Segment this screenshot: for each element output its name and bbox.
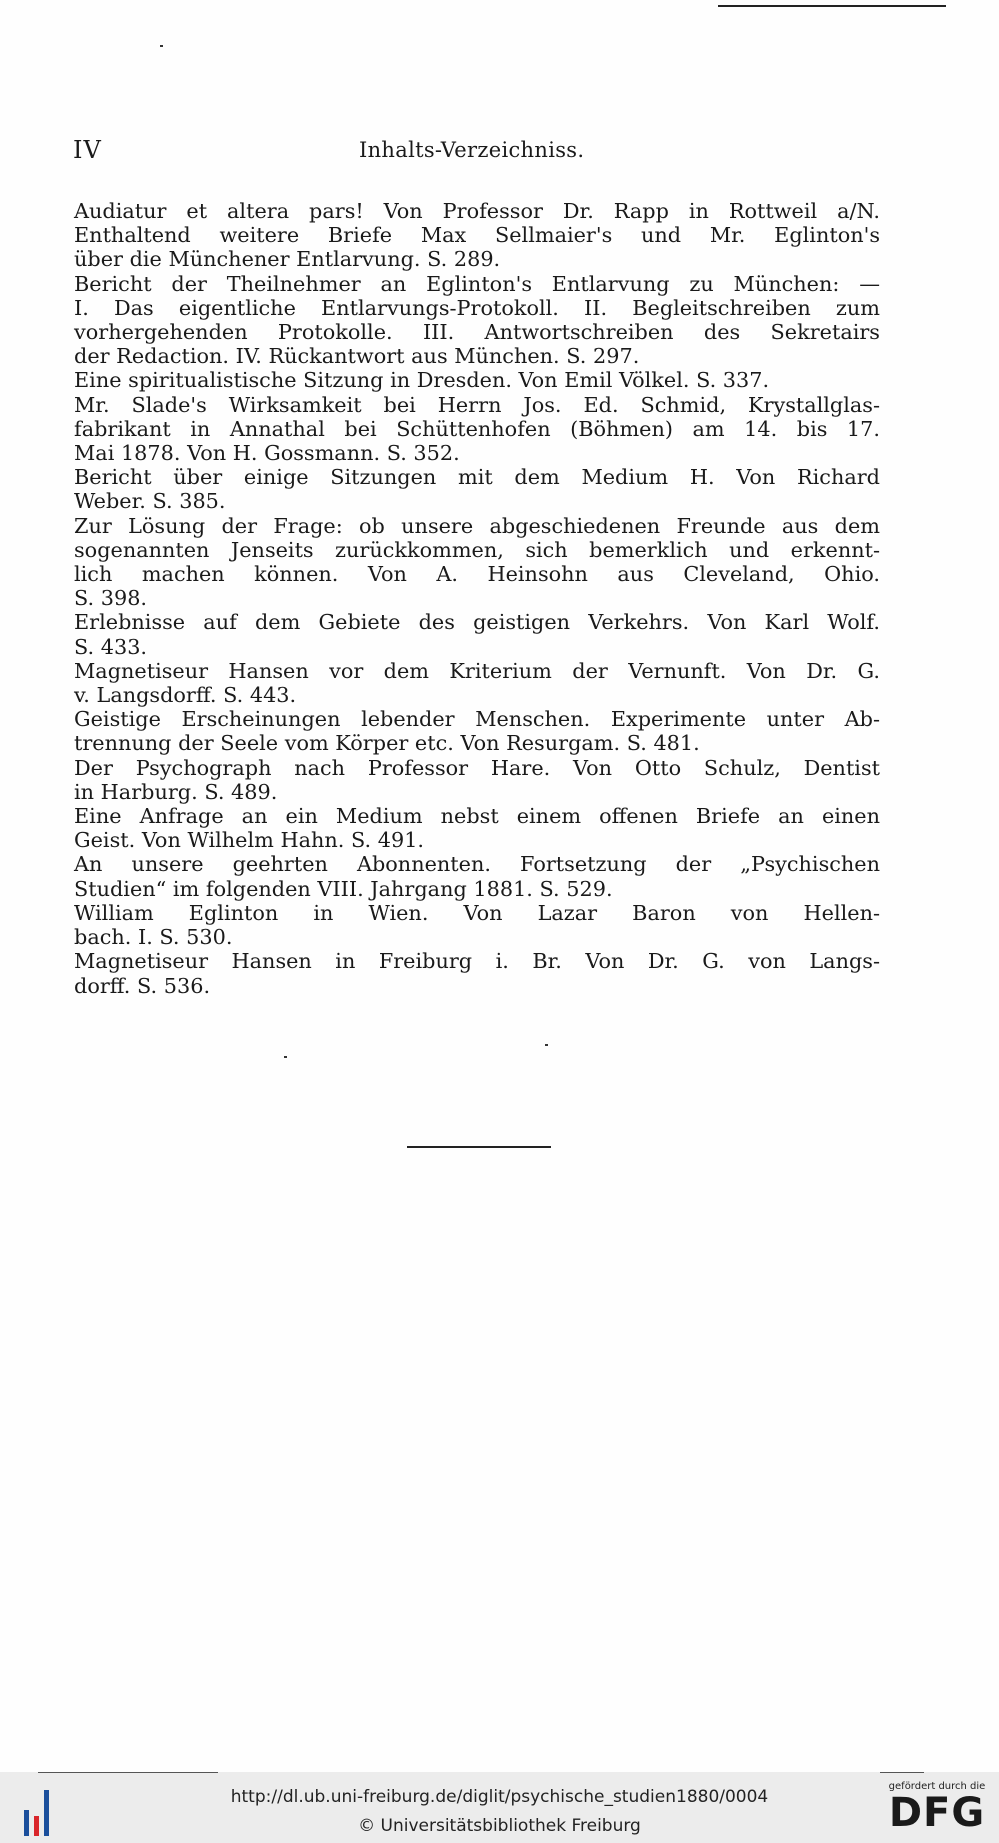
toc-line: Eine spiritualistische Sitzung in Dresden. Von Emil Völkel. S. 337. [74,368,770,393]
toc-entry [74,659,880,707]
toc-line: Magnetiseur Hansen in Freiburg i. Br. Von Dr. G. von Langs- [74,949,880,974]
toc-entry [74,756,880,804]
toc-line: I. Das eigentliche Entlarvungs-Protokoll. II. Begleitschreiben zum [74,295,880,320]
toc-entry [74,901,880,949]
toc-line: Bericht über einige Sitzungen mit dem Medium H. Von Richard [74,465,880,490]
toc-line: Mr. Slade's Wirksamkeit bei Herrn Jos. Ed. Schmid, Krystallglas- [74,392,880,417]
toc-line: S. 433. [74,634,148,659]
toc-line: S. 398. [74,586,148,611]
toc-line: lich machen können. Von A. Heinsohn aus Cleveland, Ohio. [74,562,880,587]
toc-entry [74,852,880,900]
toc-line: v. Langsdorff. S. 443. [74,683,297,708]
toc-line: Mai 1878. Von H. Gossmann. S. 352. [74,441,460,466]
toc-line: Studien“ im folgenden VIII. Jahrgang 1881. S. 529. [74,876,613,901]
scan-speck [160,45,163,47]
toc-line: sogenannten Jenseits zurückkommen, sich bemerklich und erkennt- [74,537,880,562]
toc-line: in Harburg. S. 489. [74,779,278,804]
toc-line: dorff. S. 536. [74,973,211,998]
dfg-logo[interactable]: DFG [888,1790,986,1836]
toc-line: trennung der Seele vom Körper etc. Von Resurgam. S. 481. [74,731,700,756]
toc-line: Magnetiseur Hansen vor dem Kriterium der Vernunft. Von Dr. G. [74,658,880,683]
toc-entry [74,610,880,658]
running-head: Inhalts-Verzeichniss. [359,138,585,162]
toc-entry [74,272,880,369]
toc-line: Geistige Erscheinungen lebender Menschen. Experimente unter Ab- [74,707,880,732]
toc-line: Zur Lösung der Frage: ob unsere abgeschiedenen Freunde aus dem [74,513,880,538]
toc-entry [74,393,880,466]
toc-line: Der Psychograph nach Professor Hare. Von Otto Schulz, Dentist [74,755,880,780]
funder-caption: gefördert durch die [888,1781,986,1792]
toc-entry [74,514,880,611]
toc-entry [74,707,880,755]
toc-line: fabrikant in Annathal bei Schüttenhofen (Böhmen) am 14. bis 17. [74,416,880,441]
toc-line: über die Münchener Entlarvung. S. 289. [74,247,501,272]
toc-entry [74,368,880,392]
scan-speck [545,1044,548,1046]
toc-line: bach. I. S. 530. [74,925,233,950]
footer-divider [38,1772,218,1773]
toc-line: An unsere geehrten Abonnenten. Fortsetzung der „Psychischen [74,852,880,877]
toc-line: William Eglinton in Wien. Von Lazar Baron von Hellen- [74,900,880,925]
toc-line: vorhergehenden Protokolle. III. Antwortschreiben des Sekretairs [74,320,880,345]
toc-line: Erlebnisse auf dem Gebiete des geistigen Verkehrs. Von Karl Wolf. [74,610,880,635]
table-of-contents [74,199,880,998]
toc-line: Geist. Von Wilhelm Hahn. S. 491. [74,828,425,853]
page-number: IV [73,136,102,164]
toc-line: Eine Anfrage an ein Medium nebst einem offenen Briefe an einen [74,804,880,829]
toc-entry [74,199,880,272]
top-rule [718,5,946,7]
toc-entry [74,465,880,513]
footer-divider [880,1772,924,1773]
permalink-url[interactable]: http://dl.ub.uni-freiburg.de/diglit/psychische_studien1880/0004 [230,1787,769,1807]
viewer-footer [0,1772,999,1843]
scan-speck [284,1056,287,1058]
toc-line: Enthaltend weitere Briefe Max Sellmaier's und Mr. Eglinton's [74,223,880,248]
toc-line: der Redaction. IV. Rückantwort aus München. S. 297. [74,344,640,369]
toc-entry [74,949,880,997]
toc-entry [74,804,880,852]
toc-line: Weber. S. 385. [74,489,226,514]
end-rule [407,1146,551,1148]
toc-line: Bericht der Theilnehmer an Eglinton's Entlarvung zu München: — [74,271,880,296]
copyright-notice: © Universitätsbibliothek Freiburg [358,1816,641,1836]
toc-line: Audiatur et altera pars! Von Professor Dr. Rapp in Rottweil a/N. [74,199,880,223]
